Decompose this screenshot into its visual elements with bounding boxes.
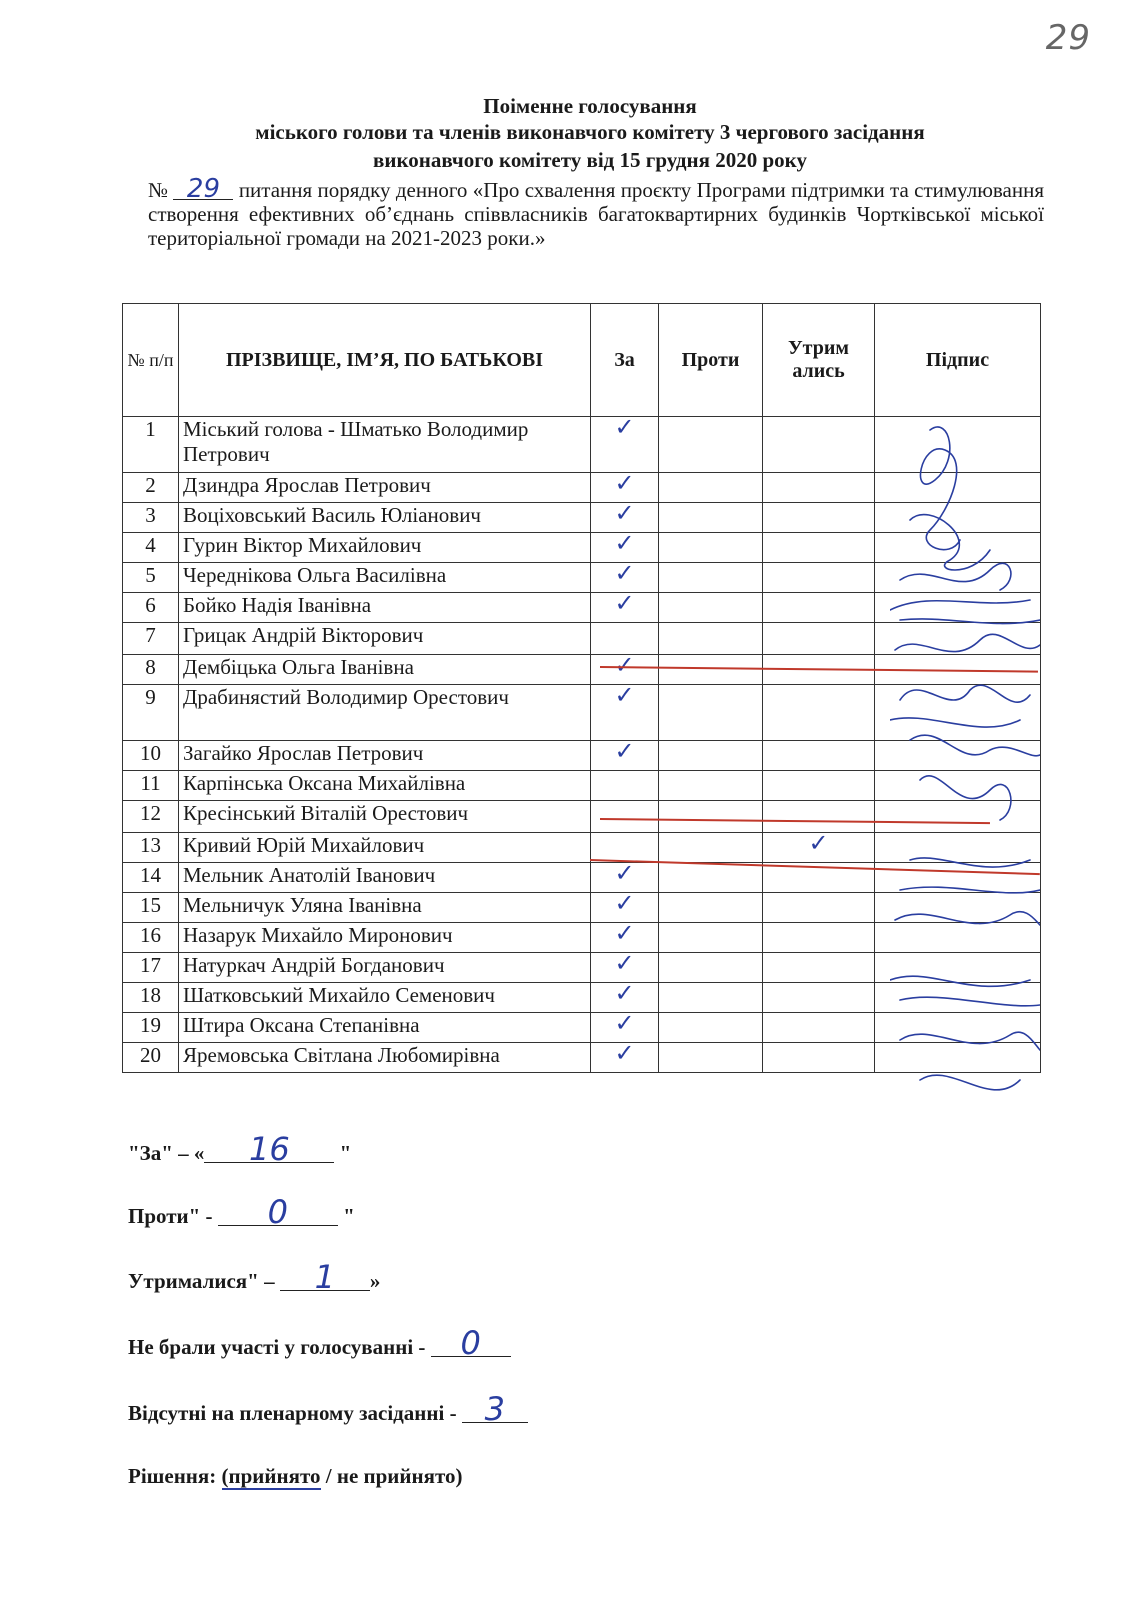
member-name: Дембіцька Ольга Іванівна — [179, 655, 591, 685]
vote-against-cell — [659, 771, 763, 801]
total-abstain-value: 1 — [280, 1264, 370, 1291]
document-date-line: виконавчого комітету від 15 грудня 2020 року — [373, 148, 807, 172]
document-subtitle: міського голови та членів виконавчого комітету 3 чергового засідання — [255, 120, 925, 144]
total-not-voting-value: 0 — [431, 1330, 511, 1357]
member-name: Бойко Надія Іванівна — [179, 593, 591, 623]
row-number: 13 — [123, 833, 179, 863]
total-not-voting-label: Не брали участі у голосуванні - — [128, 1335, 426, 1359]
vote-abstain-cell — [763, 1013, 875, 1043]
member-name: Драбинястий Володимир Орестович — [179, 685, 591, 741]
vote-against-cell — [659, 533, 763, 563]
total-against-value: 0 — [218, 1199, 338, 1226]
vote-against-cell — [659, 593, 763, 623]
decision-label: Рішення: — [128, 1464, 217, 1488]
member-name: Карпінська Оксана Михайлівна — [179, 771, 591, 801]
signatures-scribble — [890, 420, 1040, 1140]
member-name: Кривий Юрій Михайлович — [179, 833, 591, 863]
vote-abstain-cell — [763, 623, 875, 655]
vote-for-cell: ✓ — [591, 923, 659, 953]
row-number: 19 — [123, 1013, 179, 1043]
vote-for-cell: ✓ — [591, 741, 659, 771]
member-name: Міський голова - Шматько Володимир Петрович — [179, 417, 591, 473]
row-number: 14 — [123, 863, 179, 893]
vote-for-cell: ✓ — [591, 1043, 659, 1073]
col-header-abstain: Утрим ались — [763, 304, 875, 417]
vote-abstain-cell — [763, 593, 875, 623]
member-name: Череднікова Ольга Василівна — [179, 563, 591, 593]
col-header-against: Проти — [659, 304, 763, 417]
decision-rejected: не прийнято) — [336, 1464, 463, 1488]
col-header-for: За — [591, 304, 659, 417]
col-header-number: № п/п — [123, 304, 179, 417]
row-number: 20 — [123, 1043, 179, 1073]
row-number: 3 — [123, 503, 179, 533]
vote-for-cell: ✓ — [591, 1013, 659, 1043]
vote-for-cell: ✓ — [591, 417, 659, 473]
row-number: 4 — [123, 533, 179, 563]
member-name: Мельничук Уляна Іванівна — [179, 893, 591, 923]
member-name: Штира Оксана Степанівна — [179, 1013, 591, 1043]
total-not-voting — [128, 1324, 511, 1362]
vote-for-cell: ✓ — [591, 533, 659, 563]
vote-abstain-cell: ✓ — [763, 833, 875, 863]
vote-for-cell: ✓ — [591, 503, 659, 533]
vote-for-cell: ✓ — [591, 655, 659, 685]
row-number: 17 — [123, 953, 179, 983]
vote-abstain-cell — [763, 893, 875, 923]
agenda-item-text — [148, 174, 1045, 250]
document-title: Поіменне голосування — [483, 94, 697, 118]
row-number: 8 — [123, 655, 179, 685]
vote-for-cell: ✓ — [591, 593, 659, 623]
member-name: Грицак Андрій Вікторович — [179, 623, 591, 655]
vote-abstain-cell — [763, 563, 875, 593]
member-name: Загайко Ярослав Петрович — [179, 741, 591, 771]
page-number: 29 — [1045, 18, 1091, 58]
member-name: Гурин Віктор Михайлович — [179, 533, 591, 563]
total-for-value: 16 — [204, 1136, 334, 1163]
vote-against-cell — [659, 893, 763, 923]
total-abstain-label: Утрималися" – — [128, 1269, 275, 1293]
vote-for-cell: ✓ — [591, 983, 659, 1013]
member-name: Шатковський Михайло Семенович — [179, 983, 591, 1013]
total-against — [128, 1193, 355, 1231]
member-name: Воціховський Василь Юліанович — [179, 503, 591, 533]
vote-abstain-cell — [763, 1043, 875, 1073]
vote-against-cell — [659, 923, 763, 953]
row-number: 15 — [123, 893, 179, 923]
agenda-number: 29 — [173, 179, 233, 200]
vote-against-cell — [659, 1043, 763, 1073]
total-for-label: "За" – « — [128, 1141, 205, 1165]
member-name: Дзиндра Ярослав Петрович — [179, 473, 591, 503]
vote-abstain-cell — [763, 685, 875, 741]
vote-abstain-cell — [763, 503, 875, 533]
col-header-name: ПРІЗВИЩЕ, ІМ’Я, ПО БАТЬКОВІ — [179, 304, 591, 417]
vote-for-cell: ✓ — [591, 473, 659, 503]
total-against-close: " — [343, 1204, 355, 1228]
vote-abstain-cell — [763, 741, 875, 771]
total-abstain-close: » — [369, 1269, 381, 1293]
total-for-close: " — [339, 1141, 352, 1165]
row-number: 18 — [123, 983, 179, 1013]
decision — [128, 1464, 463, 1489]
vote-against-cell — [659, 953, 763, 983]
vote-against-cell — [659, 833, 763, 863]
vote-abstain-cell — [763, 473, 875, 503]
row-number: 9 — [123, 685, 179, 741]
member-name: Мельник Анатолій Іванович — [179, 863, 591, 893]
vote-for-cell: ✓ — [591, 893, 659, 923]
vote-abstain-cell — [763, 801, 875, 833]
vote-against-cell — [659, 801, 763, 833]
total-for — [128, 1130, 352, 1168]
vote-against-cell — [659, 983, 763, 1013]
total-absent-label: Відсутні на пленарному засіданні - — [128, 1401, 457, 1425]
row-number: 1 — [123, 417, 179, 473]
row-number: 10 — [123, 741, 179, 771]
vote-against-cell — [659, 563, 763, 593]
row-number: 6 — [123, 593, 179, 623]
decision-accepted: (прийнято — [221, 1464, 321, 1488]
vote-abstain-cell — [763, 771, 875, 801]
vote-for-cell: ✓ — [591, 563, 659, 593]
col-header-signature: Підпис — [875, 304, 1041, 417]
table-header-row — [123, 304, 1041, 417]
member-name: Натуркач Андрій Богданович — [179, 953, 591, 983]
total-absent-value: 3 — [462, 1396, 528, 1423]
vote-abstain-cell — [763, 953, 875, 983]
vote-against-cell — [659, 417, 763, 473]
vote-for-cell — [591, 771, 659, 801]
row-number: 7 — [123, 623, 179, 655]
vote-for-cell — [591, 833, 659, 863]
vote-against-cell — [659, 503, 763, 533]
total-abstain — [128, 1258, 381, 1296]
row-number: 2 — [123, 473, 179, 503]
vote-against-cell — [659, 685, 763, 741]
row-number: 16 — [123, 923, 179, 953]
vote-against-cell — [659, 623, 763, 655]
row-number: 11 — [123, 771, 179, 801]
row-number: 5 — [123, 563, 179, 593]
vote-against-cell — [659, 863, 763, 893]
member-name: Яремовська Світлана Любомирівна — [179, 1043, 591, 1073]
total-against-label: Проти" - — [128, 1204, 213, 1228]
vote-abstain-cell — [763, 533, 875, 563]
vote-against-cell — [659, 1013, 763, 1043]
vote-abstain-cell — [763, 983, 875, 1013]
vote-against-cell — [659, 741, 763, 771]
vote-for-cell — [591, 801, 659, 833]
vote-for-cell — [591, 623, 659, 655]
member-name: Назарук Михайло Миронович — [179, 923, 591, 953]
row-number: 12 — [123, 801, 179, 833]
agenda-description: питання порядку денного «Про схвалення проєкту Програми підтримки та стимулювання створення ефективних об’єднань співвласників багатоквартирних будинків Чортківської міської територіальної громади на 2021-2023 роки.» — [148, 178, 1045, 250]
total-absent — [128, 1390, 528, 1428]
member-name: Кресінський Віталій Орестович — [179, 801, 591, 833]
vote-for-cell: ✓ — [591, 953, 659, 983]
vote-for-cell: ✓ — [591, 863, 659, 893]
decision-separator: / — [325, 1464, 332, 1488]
vote-abstain-cell — [763, 417, 875, 473]
vote-abstain-cell — [763, 923, 875, 953]
vote-against-cell — [659, 473, 763, 503]
vote-for-cell: ✓ — [591, 685, 659, 741]
number-sign: № — [148, 178, 169, 202]
